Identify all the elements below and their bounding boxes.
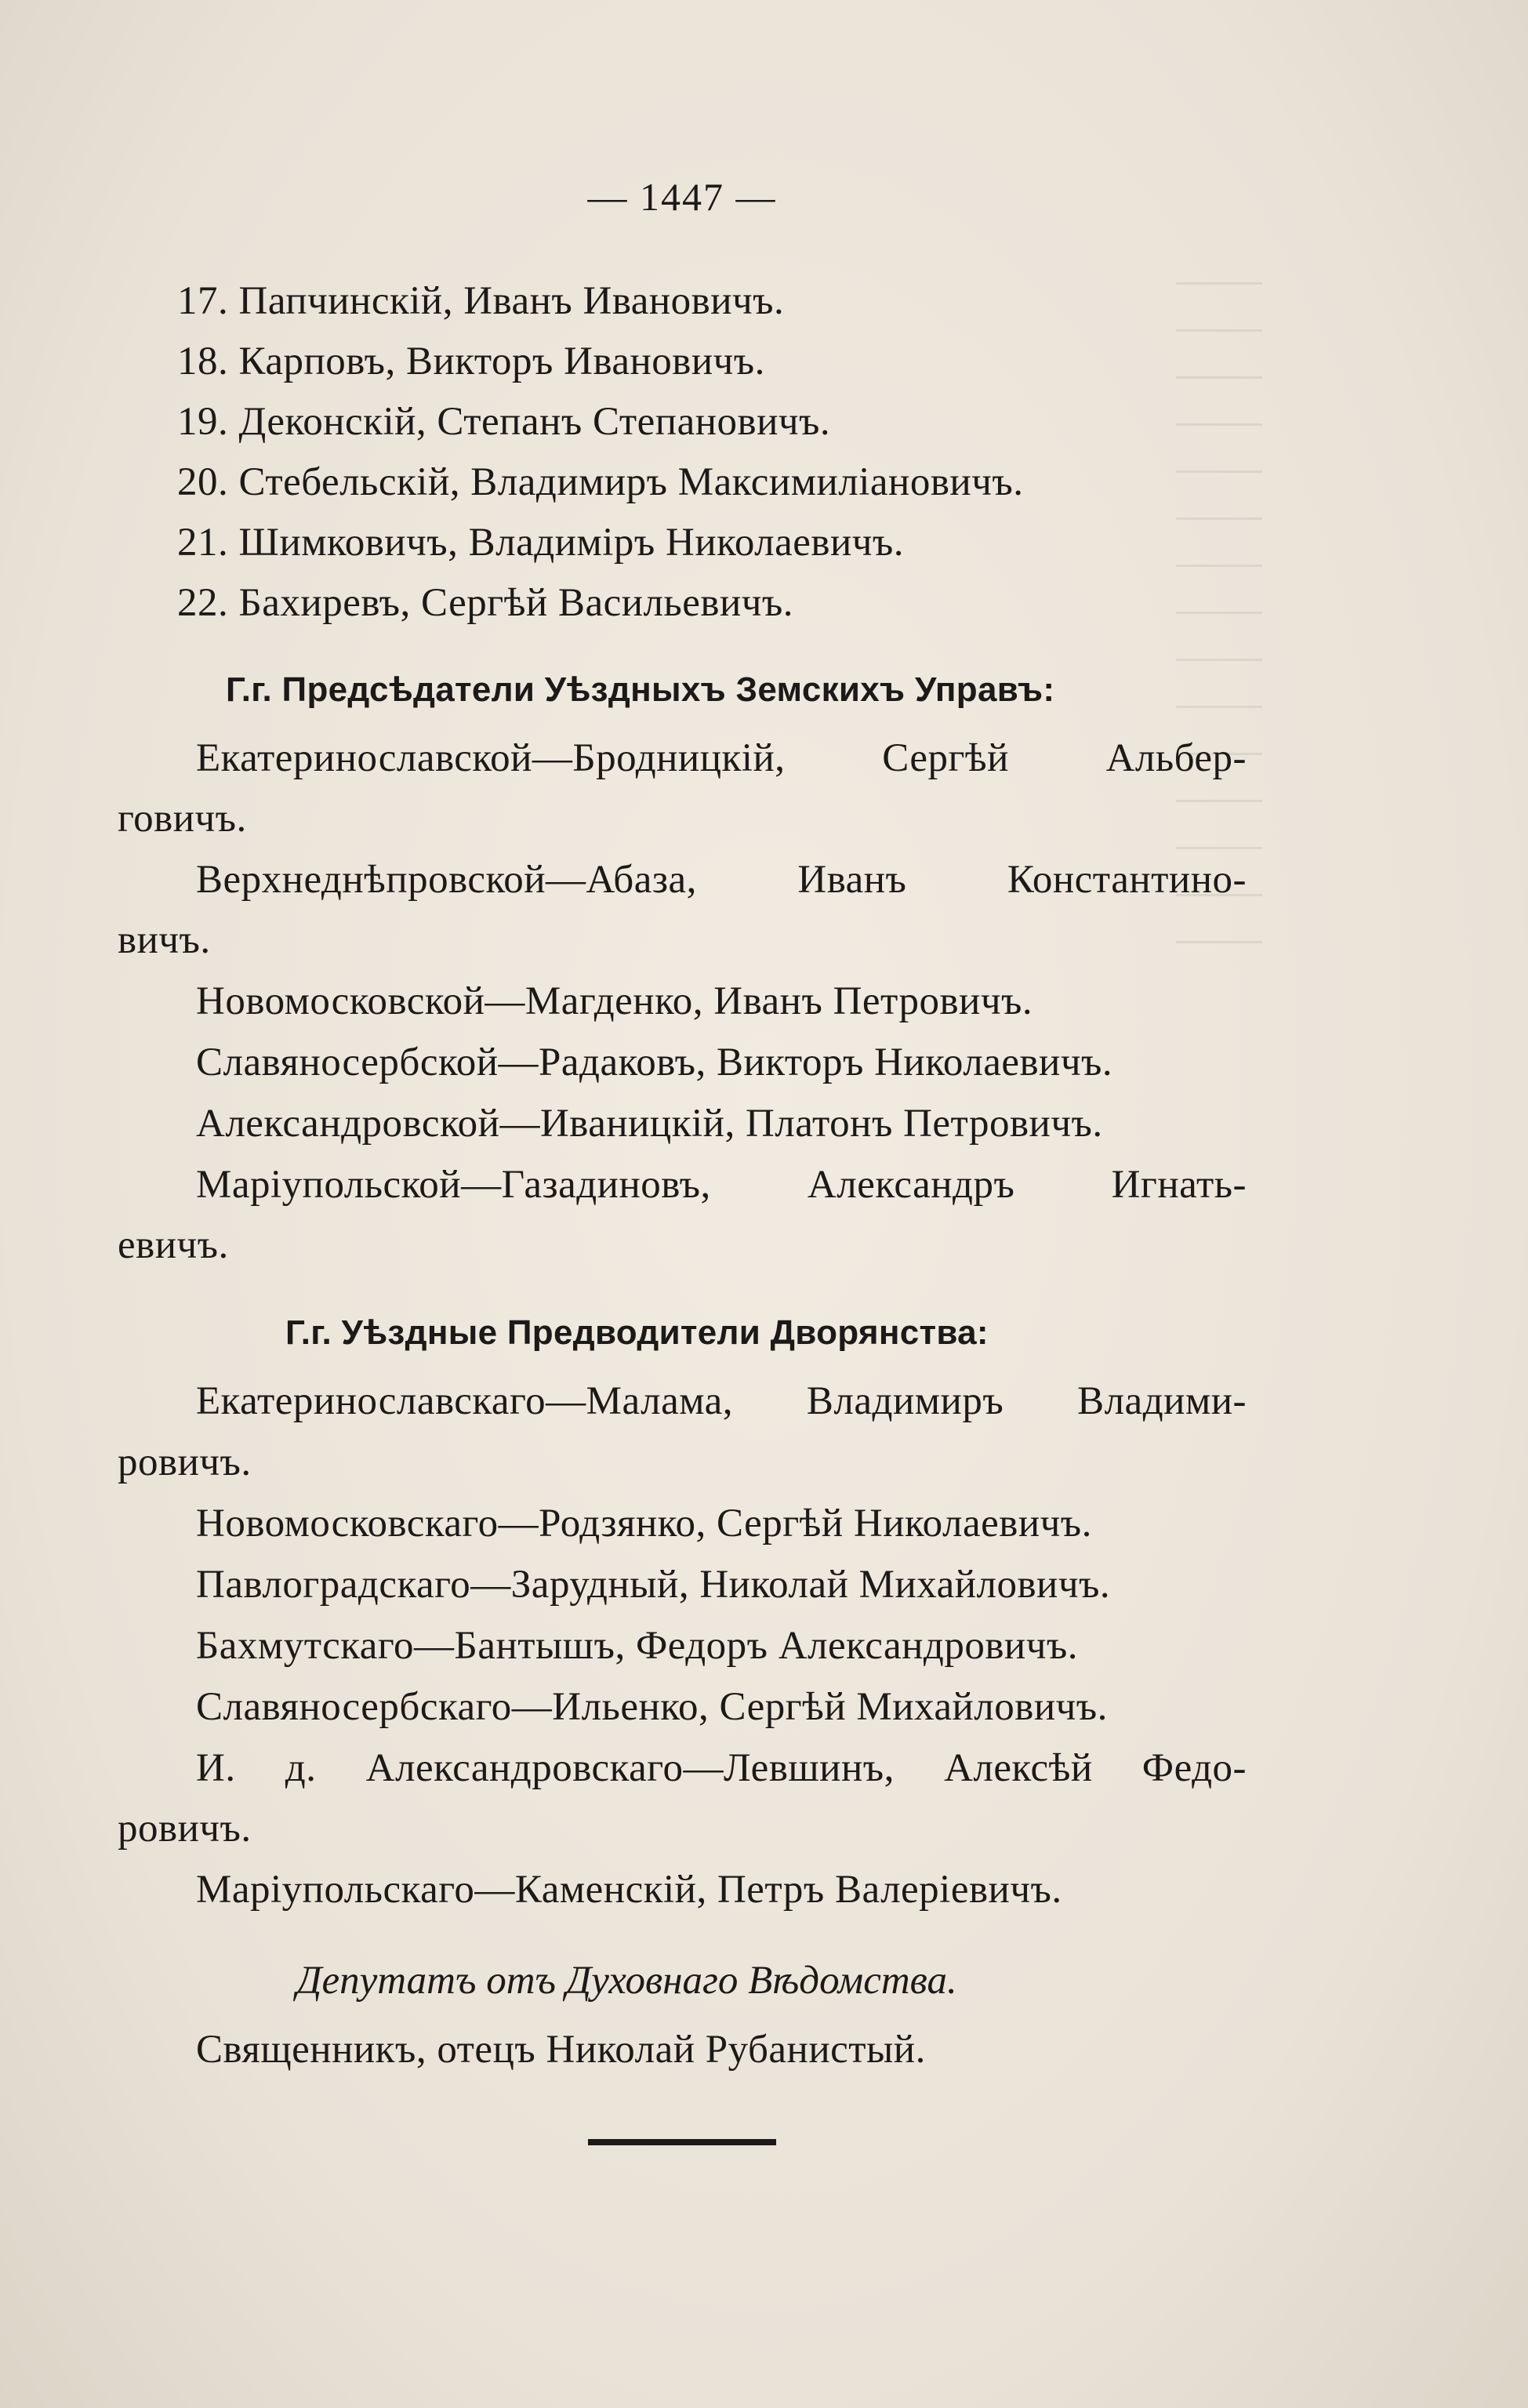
entry-line: Маріупольскаго—Каменскій, Петръ Валеріевичъ.	[196, 1868, 1062, 1912]
entry-line: Екатеринославской—Бродницкій, Сергѣй Альбер-	[196, 736, 1247, 780]
entry-line: Маріупольской—Газадиновъ, Александръ Игнать-	[196, 1163, 1247, 1207]
entry-line: ровичъ.	[118, 1807, 252, 1850]
entry-line: Священникъ, отецъ Николай Рубанистый.	[196, 2028, 926, 2072]
entry-line: Новомосковскаго—Родзянко, Сергѣй Николаевичъ.	[196, 1502, 1092, 1545]
list-item: 21. Шимковичъ, Владиміръ Николаевичъ.	[177, 521, 905, 565]
list-item: 22. Бахиревъ, Сергѣй Васильевичъ.	[177, 581, 794, 625]
list-item: 20. Стебельскій, Владимиръ Максимиліановичъ.	[177, 460, 1024, 504]
page-number: — 1447 —	[587, 175, 777, 219]
entry-line: И. д. Александровскаго—Левшинъ, Алексѣй Федо-	[196, 1746, 1247, 1790]
entry-line: ровичъ.	[118, 1440, 252, 1484]
section-heading-italic: Депутатъ отъ Духовнаго Вѣдомства.	[296, 1959, 957, 2003]
entry-line: евичъ.	[118, 1223, 229, 1267]
entry-line: Павлоградскаго—Зарудный, Николай Михайловичъ.	[196, 1563, 1111, 1607]
entry-line: Славяносербскаго—Ильенко, Сергѣй Михайловичъ.	[196, 1685, 1108, 1729]
entry-line: вичъ.	[118, 918, 211, 962]
entry-line: Александровской—Иваницкій, Платонъ Петровичъ.	[196, 1102, 1103, 1146]
closing-rule	[588, 2139, 776, 2145]
list-item: 17. Папчинскій, Иванъ Ивановичъ.	[177, 279, 785, 323]
entry-line: Новомосковской—Магденко, Иванъ Петровичъ.	[196, 979, 1033, 1023]
section-heading: Г.г. Предсѣдатели Уѣздныхъ Земскихъ Управъ:	[226, 670, 1055, 709]
entry-line: Славяносербской—Радаковъ, Викторъ Николаевичъ.	[196, 1041, 1113, 1084]
section-heading: Г.г. Уѣздные Предводители Дворянства:	[285, 1313, 989, 1352]
list-item: 19. Деконскій, Степанъ Степановичъ.	[177, 400, 831, 444]
entry-line: Верхнеднѣпровской—Абаза, Иванъ Константино-	[196, 858, 1247, 902]
entry-line: говичъ.	[118, 797, 247, 841]
list-item: 18. Карповъ, Викторъ Ивановичъ.	[177, 340, 765, 383]
entry-line: Екатеринославскаго—Малама, Владимиръ Владими-	[196, 1379, 1247, 1423]
entry-line: Бахмутскаго—Бантышъ, Федоръ Александровичъ.	[196, 1624, 1078, 1668]
